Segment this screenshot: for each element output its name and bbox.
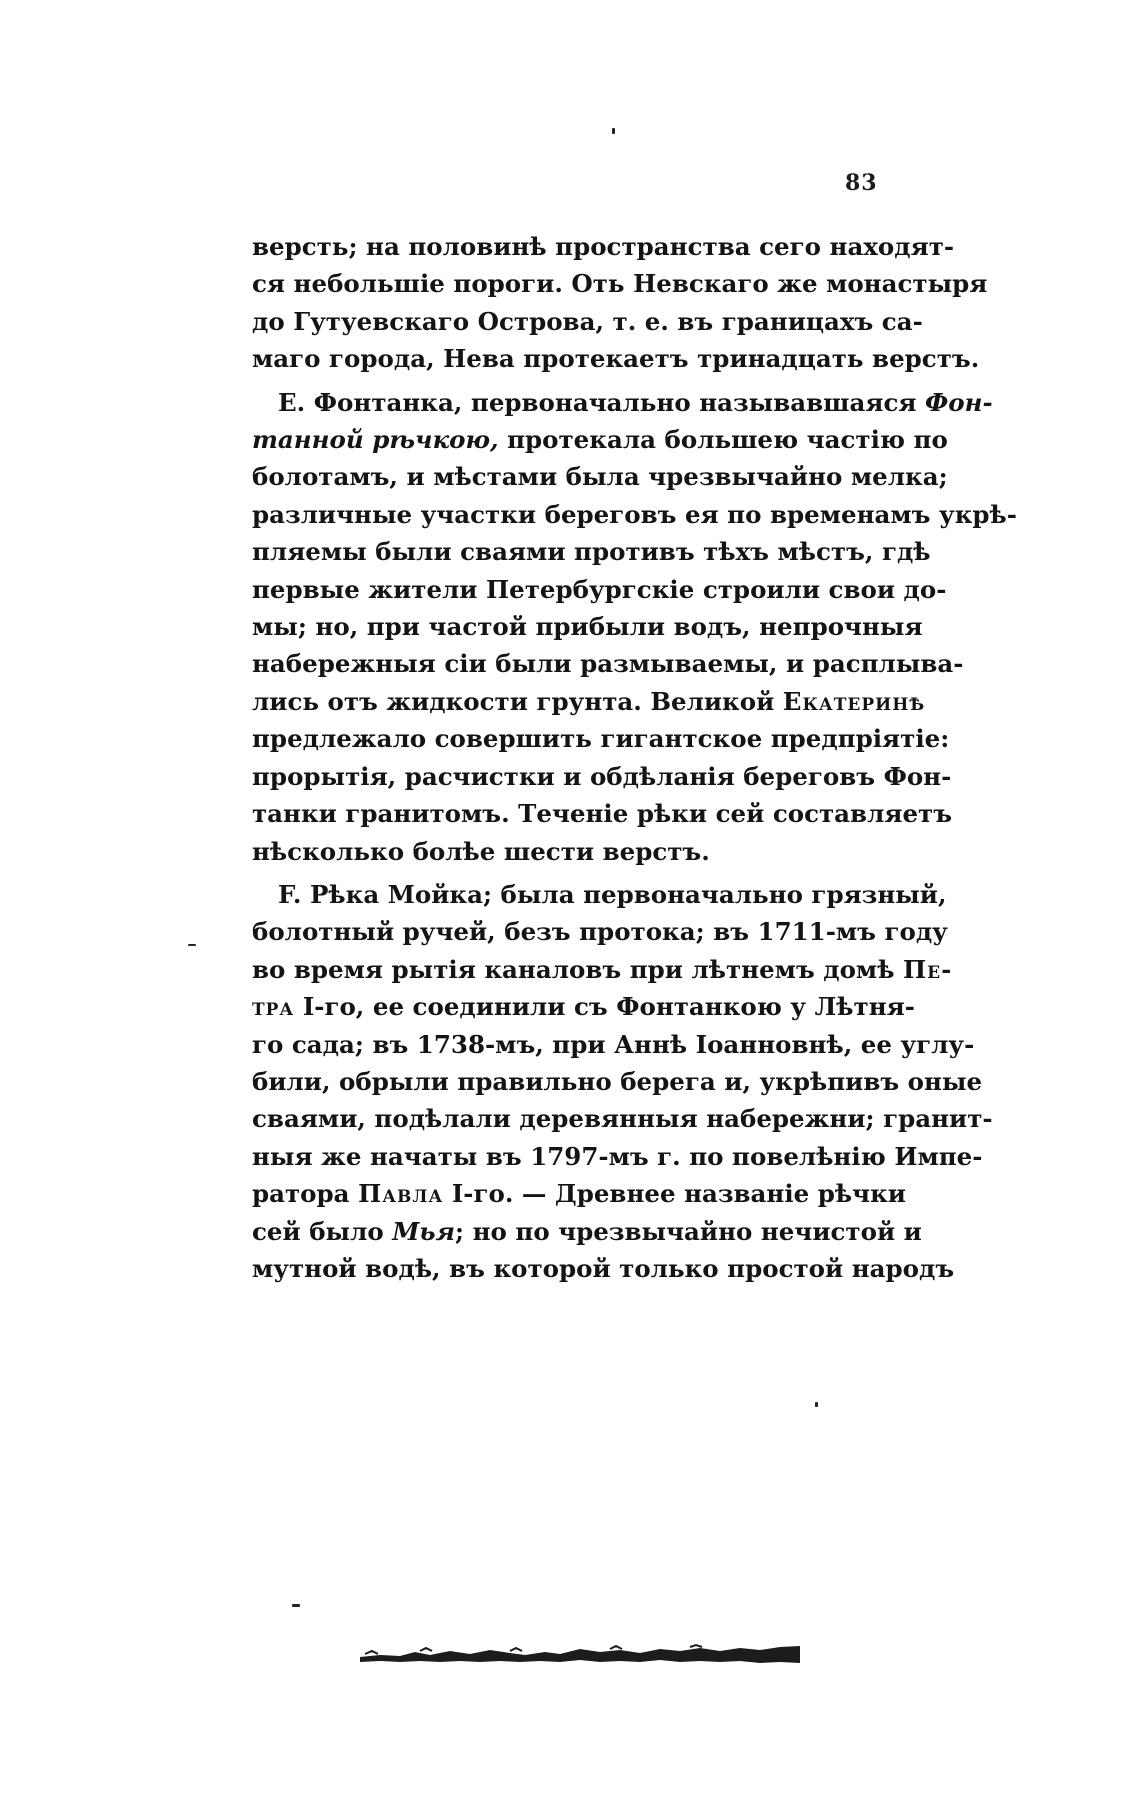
text-line: маго города, Нева протекаетъ тринадцать верстъ.	[252, 344, 980, 374]
section-label: E.	[278, 387, 306, 417]
section-label: F.	[278, 879, 302, 909]
text-line: танки гранитомъ. Теченіе рѣки сей составляетъ	[252, 799, 953, 829]
text-line: били, обрыли правильно берега и, укрѣпивъ оные	[252, 1066, 983, 1096]
text-line: E. Фонтанка, первоначально называвшаяся Фон-	[278, 387, 993, 417]
text-line: первые жители Петербургскіе строили свои до-	[252, 574, 947, 604]
body-text	[252, 228, 1017, 1287]
paragraph-3	[252, 876, 993, 1287]
text-line: ныя же начаты въ 1797-мъ г. по повелѣнію Импе-	[252, 1141, 983, 1171]
text-line: мутной водѣ, въ которой только простой народъ	[252, 1253, 955, 1283]
paragraph-1	[252, 228, 988, 378]
page-number: 83	[845, 170, 878, 196]
text-line: набережныя сіи были размываемы, и расплыва-	[252, 649, 964, 679]
text-line: лись отъ жидкости грунта. Великой Екатеринѣ	[252, 686, 926, 716]
text-line: предлежало совершить гигантское предпріятіе:	[252, 724, 950, 754]
text-line: ратора Павла I-го. — Древнее названіе рѣчки	[252, 1179, 906, 1209]
text-line: мы; но, при частой прибыли водъ, непрочныя	[252, 612, 923, 642]
ink-speck	[188, 944, 196, 946]
text-line: ся небольшіе пороги. Оть Невскаго же монастыря	[252, 269, 988, 299]
ink-speck	[815, 1402, 818, 1407]
text-line: тра I-го, ее соединили съ Фонтанкою у Лѣтня-	[252, 992, 915, 1022]
text-line: сваями, подѣлали деревянныя набережни; гранит-	[252, 1104, 993, 1134]
text-line: до Гутуевскаго Острова, т. е. въ границахъ са-	[252, 306, 923, 336]
text-line: пляемы были сваями противъ тѣхъ мѣстъ, гдѣ	[252, 537, 931, 567]
text-line: болотамъ, и мѣстами была чрезвычайно мелка;	[252, 462, 948, 492]
text-line: различные участки береговъ ея по временамъ укрѣ-	[252, 499, 1017, 529]
ink-speck	[292, 1604, 300, 1607]
paragraph-2	[252, 384, 1017, 870]
text-line: во время рытія каналовъ при лѣтнемъ домѣ Пе-	[252, 954, 953, 984]
text-line: сей было Мья; но по чрезвычайно нечистой и	[252, 1216, 922, 1246]
ink-speck	[612, 128, 615, 134]
text-line: F. Рѣка Мойка; была первоначально грязный,	[278, 879, 947, 909]
text-line: болотный ручей, безъ протока; въ 1711-мъ году	[252, 917, 948, 947]
band-graphic	[360, 1643, 800, 1665]
text-line: нѣсколько болѣе шести верстъ.	[252, 836, 710, 866]
text-line: го сада; въ 1738-мъ, при Аннѣ Іоанновнѣ, ее углу-	[252, 1029, 975, 1059]
text-line: танной рѣчкою, протекала большею частію по	[252, 425, 948, 455]
text-line: прорытія, расчистки и обдѣланія береговъ Фон-	[252, 761, 952, 791]
decorative-band	[360, 1643, 800, 1665]
text-line: версть; на половинѣ пространства сего находят-	[252, 232, 955, 261]
